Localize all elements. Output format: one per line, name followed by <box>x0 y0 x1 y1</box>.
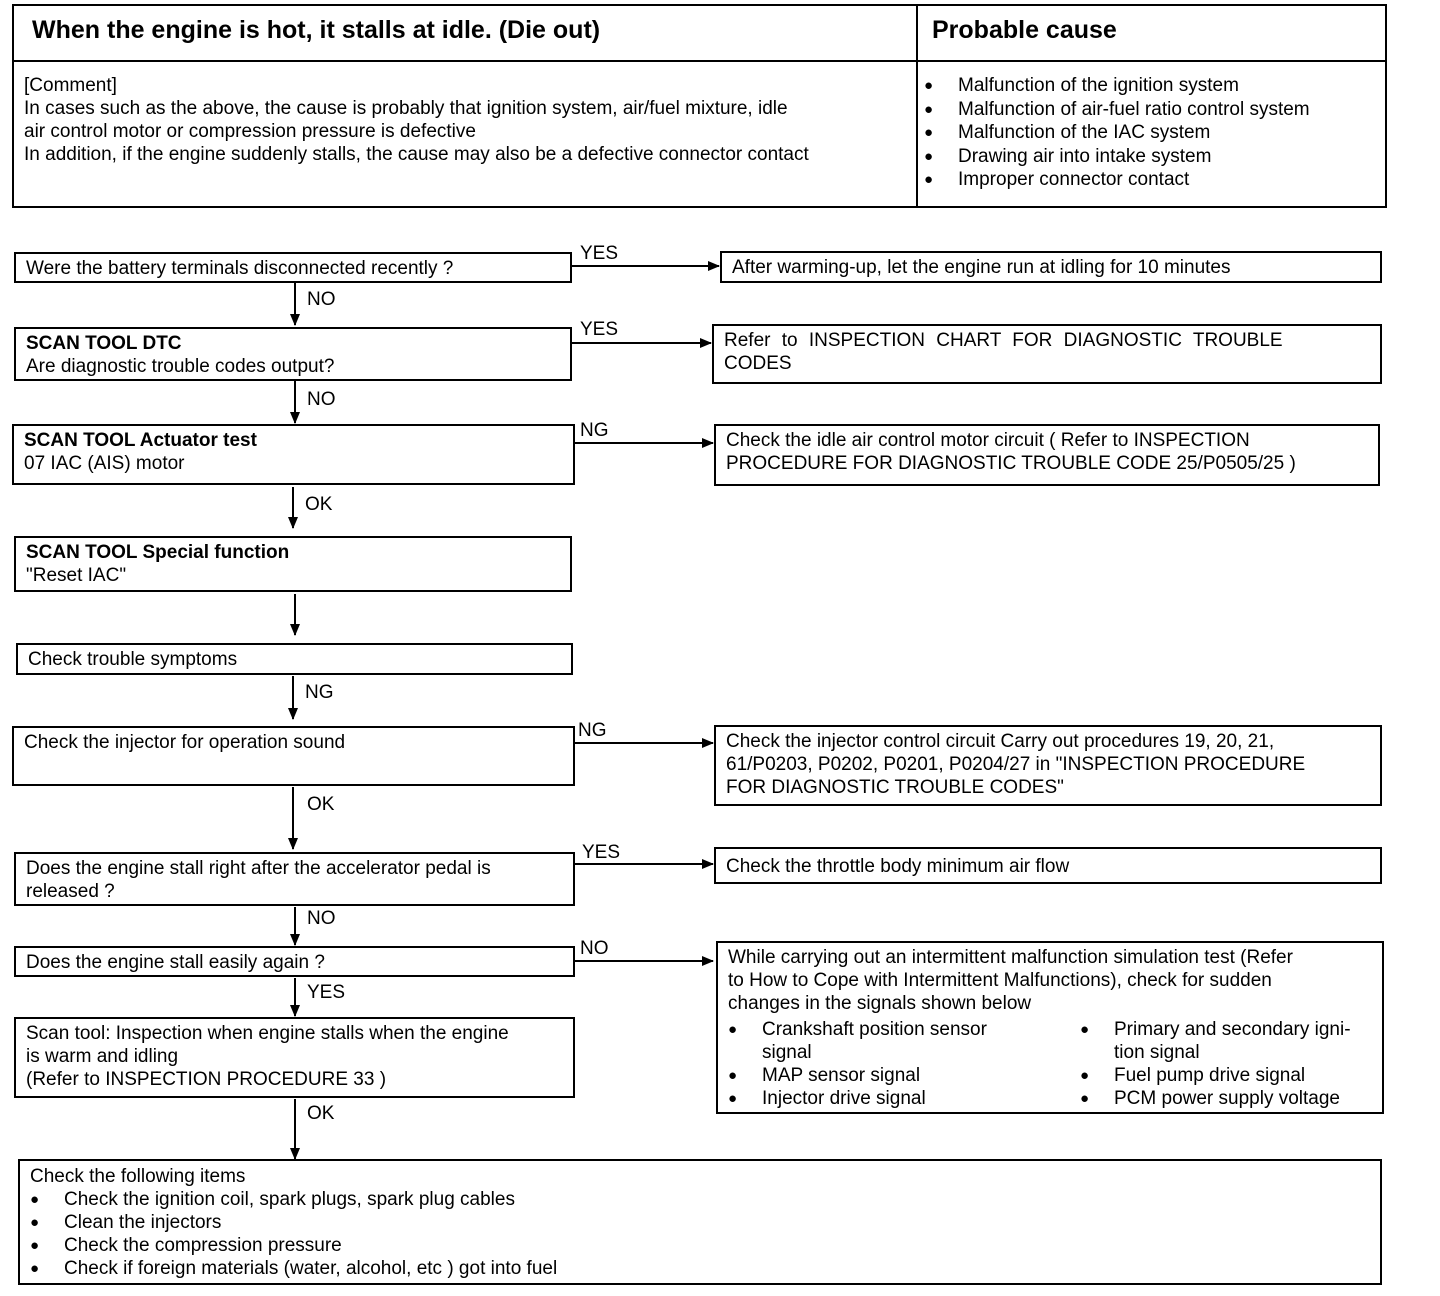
signals-left-list <box>728 1018 987 1110</box>
step-scan-tool-inspection <box>14 1017 575 1098</box>
signal-text: ● Fuel pump drive signal <box>1114 1065 1306 1086</box>
signal-text: ● MAP sensor signal <box>762 1065 921 1086</box>
result-text: 61/P0203, P0202, P0201, P0204/27 in "INSPECTION PROCEDURE <box>726 754 1306 775</box>
step-text: Scan tool: Inspection when engine stalls when the engine <box>26 1023 509 1044</box>
label-no: NO <box>307 289 336 310</box>
step-actuator-test <box>12 424 575 485</box>
symptom-title: When the engine is hot, it stalls at idle. (Die out) <box>32 16 601 44</box>
result-text: Check the throttle body minimum air flow <box>726 856 1070 877</box>
step-text: is warm and idling <box>26 1046 179 1067</box>
signal-item <box>1080 1087 1351 1110</box>
step-text: Check trouble symptoms <box>28 649 238 670</box>
result-text: Check the injector control circuit Carry out procedures 19, 20, 21, <box>726 731 1275 752</box>
step-title: SCAN TOOL DTC <box>26 333 182 354</box>
label-ng: NG <box>580 420 609 441</box>
result-refer-dtc-chart <box>712 324 1382 384</box>
result-text: to How to Cope with Intermittent Malfunctions), check for sudden <box>728 970 1272 991</box>
cause-item: ● Malfunction of air-fuel ratio control system <box>924 98 1310 122</box>
check-item: ● Check the compression pressure <box>30 1234 1370 1257</box>
step-stall-again <box>14 946 575 977</box>
step-special-function <box>14 536 572 592</box>
result-intermittent-test <box>716 941 1384 1114</box>
label-no: NO <box>580 938 609 959</box>
label-ok: OK <box>307 794 335 815</box>
signal-text: ● Crankshaft position sensor <box>762 1019 987 1040</box>
check-item: ● Check the ignition coil, spark plugs, spark plug cables <box>30 1188 1370 1211</box>
comment-label: [Comment] <box>24 75 117 96</box>
signals-right-list <box>1080 1018 1351 1110</box>
step-text: Does the engine stall right after the accelerator pedal is <box>26 858 491 879</box>
comment-line: air control motor or compression pressure is defective <box>24 121 476 142</box>
cause-item: ● Drawing air into intake system <box>924 145 1310 169</box>
step-check-following-items <box>18 1159 1382 1285</box>
probable-cause-title: Probable cause <box>932 16 1117 44</box>
step-title: Check the following items <box>30 1166 246 1187</box>
result-text: After warming-up, let the engine run at idling for 10 minutes <box>732 257 1231 278</box>
label-ok: OK <box>307 1103 335 1124</box>
label-ok: OK <box>305 494 333 515</box>
result-text: PROCEDURE FOR DIAGNOSTIC TROUBLE CODE 25/P0505/25 ) <box>726 453 1296 474</box>
result-text: FOR DIAGNOSTIC TROUBLE CODES" <box>726 777 1064 798</box>
comment-line: In cases such as the above, the cause is probably that ignition system, air/fuel mixture, idle <box>24 98 788 119</box>
result-injector-circuit <box>714 725 1382 806</box>
cause-item: ● Malfunction of the IAC system <box>924 121 1310 145</box>
step-text: 07 IAC (AIS) motor <box>24 453 185 474</box>
step-text: Does the engine stall easily again ? <box>26 952 325 973</box>
signal-item <box>728 1018 987 1064</box>
label-yes: YES <box>580 243 619 264</box>
step-scan-tool-dtc <box>14 327 572 381</box>
label-yes: YES <box>582 842 621 863</box>
step-text: "Reset IAC" <box>26 565 127 586</box>
signal-text: ● Primary and secondary igni- <box>1114 1019 1351 1040</box>
step-text: Were the battery terminals disconnected recently ? <box>26 258 454 279</box>
check-item: ● Check if foreign materials (water, alcohol, etc ) got into fuel <box>30 1257 1370 1280</box>
result-text: changes in the signals shown below <box>728 993 1032 1014</box>
label-yes: YES <box>307 982 346 1003</box>
result-text: Check the idle air control motor circuit ( Refer to INSPECTION <box>726 430 1250 451</box>
label-no: NO <box>307 389 336 410</box>
label-ng: NG <box>578 720 607 741</box>
signal-text: ● Injector drive signal <box>762 1088 926 1109</box>
result-warm-up <box>720 251 1382 283</box>
comment-line: In addition, if the engine suddenly stalls, the cause may also be a defective connector contact <box>24 144 809 165</box>
step-accelerator-stall <box>14 852 575 906</box>
result-text: CODES <box>724 353 792 374</box>
signal-item <box>1080 1018 1351 1064</box>
label-no: NO <box>307 908 336 929</box>
step-check-trouble-symptoms <box>16 643 573 675</box>
step-text: released ? <box>26 881 115 902</box>
result-iac-circuit <box>714 424 1380 486</box>
step-text: (Refer to INSPECTION PROCEDURE 33 ) <box>26 1069 387 1090</box>
step-title: SCAN TOOL Actuator test <box>24 430 257 451</box>
result-throttle-air-flow <box>714 847 1382 884</box>
step-title: SCAN TOOL Special function <box>26 542 290 563</box>
step-injector-sound <box>12 726 575 786</box>
result-text: While carrying out an intermittent malfunction simulation test (Refer <box>728 947 1293 968</box>
label-yes: YES <box>580 319 619 340</box>
cause-item: ● Malfunction of the ignition system <box>924 74 1310 98</box>
signal-item <box>728 1087 987 1110</box>
check-item: ● Clean the injectors <box>30 1211 1370 1234</box>
cause-item: ● Improper connector contact <box>924 168 1310 192</box>
signal-item <box>1080 1064 1351 1087</box>
signal-text: tion signal <box>1114 1042 1200 1063</box>
step-battery-disconnected <box>14 252 572 283</box>
step-text: Are diagnostic trouble codes output? <box>26 356 335 377</box>
signal-item <box>728 1064 987 1087</box>
result-text: Refer to INSPECTION CHART FOR DIAGNOSTIC TROUBLE <box>724 330 1283 351</box>
step-text: Check the injector for operation sound <box>24 732 346 753</box>
label-ng: NG <box>305 682 334 703</box>
check-items-list <box>30 1188 1370 1280</box>
signal-text: ● PCM power supply voltage <box>1114 1088 1340 1109</box>
signal-text: signal <box>762 1042 812 1063</box>
